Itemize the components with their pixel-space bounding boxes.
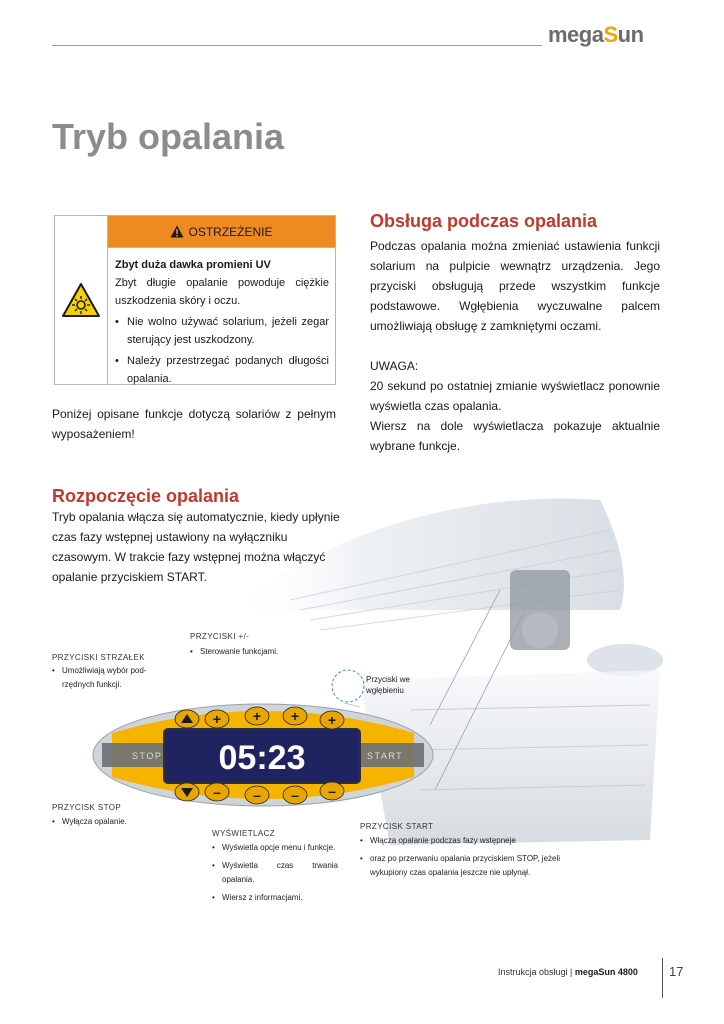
footer-rule (662, 958, 663, 998)
minus-label: – (213, 784, 221, 800)
arrow-down-button[interactable] (175, 783, 199, 801)
plus-label: + (212, 711, 222, 727)
minus-label: – (291, 787, 299, 803)
callout-title: WYŚWIETLACZ (212, 829, 276, 838)
section-title: Rozpoczęcie opalania (52, 486, 240, 506)
callout-title: PRZYCISKI +/- (190, 632, 250, 641)
equipment-note: Poniżej opisane funkcje dotyczą solariów z pełnym wyposażeniem! (52, 407, 336, 441)
minus-label: – (253, 787, 261, 803)
warning-body (115, 256, 329, 388)
time-display: 05:23 (218, 739, 306, 777)
warning-bullets (115, 313, 329, 388)
callout-display (212, 829, 338, 905)
warning-heading: Zbyt duża dawka promieni UV (115, 259, 271, 271)
callout-start (360, 822, 560, 880)
footer-text: Instrukcja obsługi | megaSun 4800 (498, 967, 638, 977)
callout-bullet: • Włącza opalanie podczas fazy wstępneje (360, 834, 560, 848)
plus-label: + (327, 712, 337, 728)
callout-plus-minus (190, 632, 278, 659)
warning-text: Zbyt długie opalanie powoduje ciężkie uszkodzenia skóry i oczu. (115, 277, 329, 307)
warning-box (54, 215, 336, 385)
callout-bullet: • Wiersz z informacjami. (212, 891, 338, 905)
callout-bullet: • Wyłącza opalanie. (52, 815, 127, 829)
callout-stop (52, 803, 127, 829)
warning-bullet: • Należy przestrzegać podanych długości opalania. (115, 352, 329, 388)
plus-label: + (252, 708, 262, 724)
section-text: Podczas opalania można zmieniać ustawienia funkcji solarium na pulpicie wewnątrz urządzenia. Jego przyciski obsługują przede wszystkim funkcje podstawowe. Wgłębienia wyczuwalne palcem umożliwiają obsługę z zamkniętymi oczami. (370, 239, 660, 333)
stop-button[interactable]: STOP (132, 751, 163, 761)
warning-header (108, 216, 335, 248)
callout-title: PRZYCISK START (360, 822, 434, 831)
section-start (52, 486, 344, 587)
callout-bullet: • oraz po przerwaniu opalania przyciskiem STOP, jeżeli wykupiony czas opalania jeszcze nie upłynął. (360, 852, 560, 880)
callout-bullet: • Umożliwiają wybór pod-rzędnych funkcji. (52, 664, 164, 692)
callout-bullets (212, 841, 338, 905)
warning-label: OSTRZEŻENIE (188, 224, 273, 239)
uv-hazard-icon (61, 282, 101, 318)
warning-bullet: • Nie wolno używać solarium, jeżeli zegar sterujący jest uszkodzony. (115, 313, 329, 349)
footer-model: megaSun 4800 (574, 967, 638, 977)
brand-logo: megaSun (548, 22, 644, 47)
section-text: Tryb opalania włącza się automatycznie, kiedy upłynie czas fazy wstępnej ustawiony na wyłączniku czasowym. W trakcie fazy wstępnej można włączyć opalanie przyciskiem START. (52, 510, 340, 584)
callout-bullets (52, 664, 164, 692)
callout-bullet: • Wyświetla opcje menu i funkcje. (212, 841, 338, 855)
page-number: 17 (669, 964, 684, 979)
callout-bullets (190, 645, 278, 659)
callout-title: PRZYCISKI STRZAŁEK (52, 653, 145, 662)
header-rule (52, 45, 542, 46)
section-operation (370, 211, 660, 456)
callout-arrows (52, 653, 164, 692)
minus-label: – (328, 783, 336, 799)
note-text-1: 20 sekund po ostatniej zmianie wyświetlacz ponownie wyświetla czas opalania. (370, 379, 660, 413)
callout-recess: Przyciski we wgłębieniu (366, 675, 411, 695)
note-text-2: Wiersz na dole wyświetlacza pokazuje aktualnie wybrane funkcje. (370, 419, 660, 453)
control-panel (92, 703, 434, 807)
callout-bullets (360, 834, 560, 880)
note-label: UWAGA: (370, 359, 419, 373)
callout-bullet: • Sterowanie funkcjami. (190, 645, 278, 659)
callout-title: PRZYCISK STOP (52, 803, 122, 812)
section-title: Obsługa podczas opalania (370, 211, 598, 231)
warning-triangle-icon (170, 225, 184, 238)
callout-bullet: • Wyświetla czas trwania opalania. (212, 859, 338, 887)
callout-bullets (52, 815, 127, 829)
plus-label: + (290, 708, 300, 724)
recess-marker (330, 668, 366, 704)
arrow-up-button[interactable] (175, 710, 199, 728)
warning-icon-cell (55, 216, 108, 384)
start-button[interactable]: START (367, 751, 404, 761)
page-title: Tryb opalania (52, 116, 285, 157)
